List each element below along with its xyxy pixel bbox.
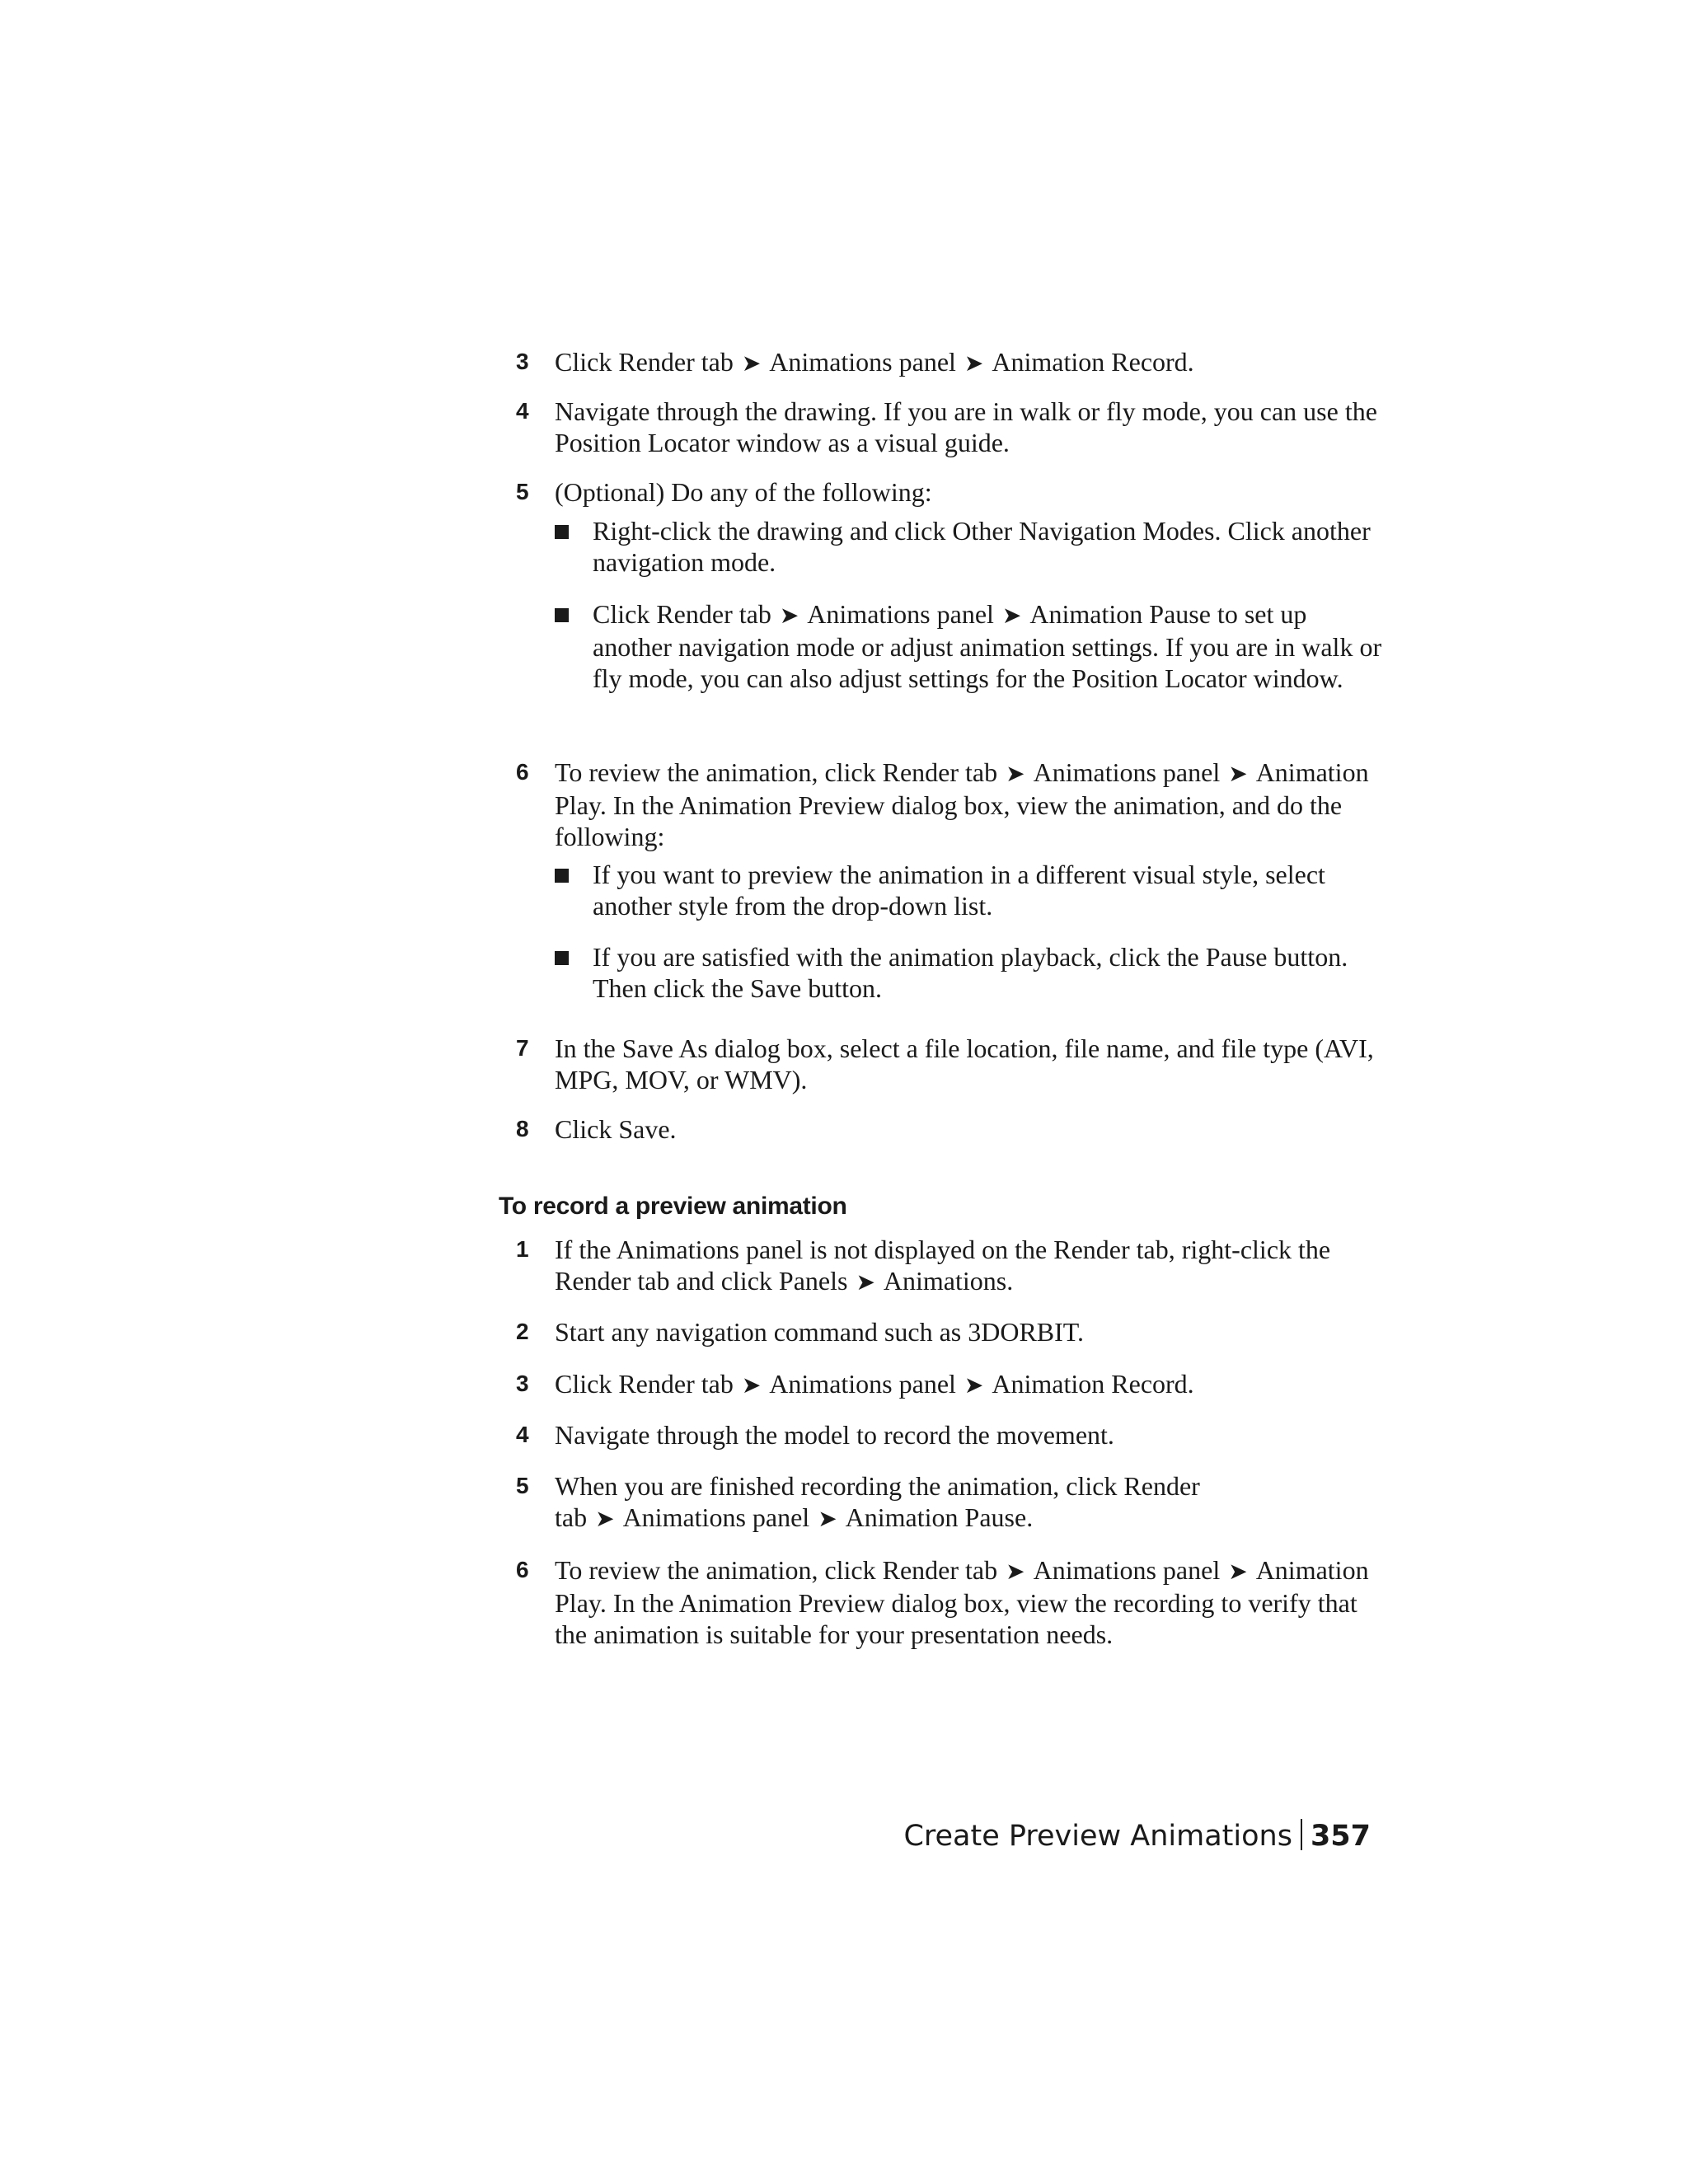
step-2 <box>516 1316 1383 1347</box>
step-text: In the Save As dialog box, select a file location, file name, and file type (AVI, MPG, MOV, or WMV). <box>555 1033 1374 1094</box>
step-number: 1 <box>516 1236 529 1262</box>
step-8 <box>516 1113 1383 1145</box>
arrow-icon: ➤ <box>1001 602 1022 629</box>
step-number: 2 <box>516 1319 529 1344</box>
step-text: (Optional) Do any of the following: <box>555 477 932 507</box>
bullet-item <box>555 598 1383 694</box>
arrow-icon: ➤ <box>779 602 799 629</box>
step-text: To review the animation, click Render tab ➤ Animations panel ➤ Animation Play. In the Animation Preview dialog box, view the animation, and do the following: <box>555 757 1369 851</box>
step-number: 3 <box>516 349 529 374</box>
step-number: 5 <box>516 479 529 504</box>
step-text: Click Render tab ➤ Animations panel ➤ Animation Record. <box>555 347 1194 377</box>
bullet-square-icon <box>555 951 569 965</box>
step-number: 6 <box>516 759 529 785</box>
step-number: 4 <box>516 398 529 424</box>
step-text: Navigate through the model to record the movement. <box>555 1420 1114 1450</box>
bullet-text: If you are satisfied with the animation playback, click the Pause button. Then click the Save button. <box>593 942 1348 1003</box>
step-4 <box>516 396 1383 458</box>
arrow-icon: ➤ <box>1228 1558 1248 1585</box>
step-5 <box>516 1470 1383 1535</box>
arrow-icon: ➤ <box>1228 760 1248 787</box>
step-number: 4 <box>516 1422 529 1447</box>
bullet-square-icon <box>555 525 569 539</box>
step-6 <box>516 757 1383 852</box>
arrow-icon: ➤ <box>595 1505 615 1532</box>
bullet-text: If you want to preview the animation in a different visual style, select another style from the drop-down list. <box>593 860 1325 921</box>
step-number: 3 <box>516 1371 529 1396</box>
step-6 <box>516 1554 1383 1650</box>
step-number: 8 <box>516 1116 529 1141</box>
step-text: Start any navigation command such as 3DORBIT. <box>555 1317 1084 1347</box>
step-4 <box>516 1419 1383 1451</box>
arrow-icon: ➤ <box>818 1505 837 1532</box>
step-text: Navigate through the drawing. If you are in walk or fly mode, you can use the Position Locator window as a visual guide. <box>555 396 1377 457</box>
step-text: To review the animation, click Render tab ➤ Animations panel ➤ Animation Play. In the Animation Preview dialog box, view the recording to verify that the animation is suitable for your presentation needs. <box>555 1555 1369 1649</box>
arrow-icon: ➤ <box>964 349 984 377</box>
bullet-square-icon <box>555 608 569 622</box>
step-number: 6 <box>516 1557 529 1582</box>
bullet-item <box>555 941 1383 1004</box>
step-text: If the Animations panel is not displayed on the Render tab, right-click the Render tab and click Panels ➤ Animations. <box>555 1235 1331 1296</box>
page-number: 357 <box>1310 1820 1371 1853</box>
bullet-text: Right-click the drawing and click Other Navigation Modes. Click another navigation mode. <box>593 516 1371 577</box>
arrow-icon: ➤ <box>741 1371 762 1399</box>
step-3 <box>516 1368 1383 1401</box>
step-text: Click Save. <box>555 1114 677 1144</box>
arrow-icon: ➤ <box>964 1371 984 1399</box>
step-text: Click Render tab ➤ Animations panel ➤ Animation Record. <box>555 1369 1194 1399</box>
arrow-icon: ➤ <box>856 1268 875 1296</box>
arrow-icon: ➤ <box>1006 1558 1025 1585</box>
bullet-item <box>555 859 1383 921</box>
footer-title: Create Preview Animations <box>903 1820 1292 1853</box>
bullet-item <box>555 515 1383 578</box>
step-7 <box>516 1033 1383 1095</box>
step-5 <box>516 476 1383 508</box>
footer-divider <box>1301 1819 1302 1850</box>
step-1 <box>516 1234 1383 1298</box>
section-heading: To record a preview animation <box>499 1193 847 1220</box>
page-footer <box>903 1818 1371 1854</box>
step-3 <box>516 346 1383 379</box>
step-number: 7 <box>516 1035 529 1061</box>
step-text: When you are finished recording the animation, click Render tab ➤ Animations panel ➤ Animation Pause. <box>555 1471 1200 1532</box>
bullet-square-icon <box>555 869 569 883</box>
arrow-icon: ➤ <box>741 349 762 377</box>
step-number: 5 <box>516 1473 529 1498</box>
arrow-icon: ➤ <box>1006 760 1025 787</box>
bullet-text: Click Render tab ➤ Animations panel ➤ Animation Pause to set up another navigation mode or adjust animation settings. If you are in walk or fly mode, you can also adjust settings for the Position Locator window. <box>593 599 1382 693</box>
